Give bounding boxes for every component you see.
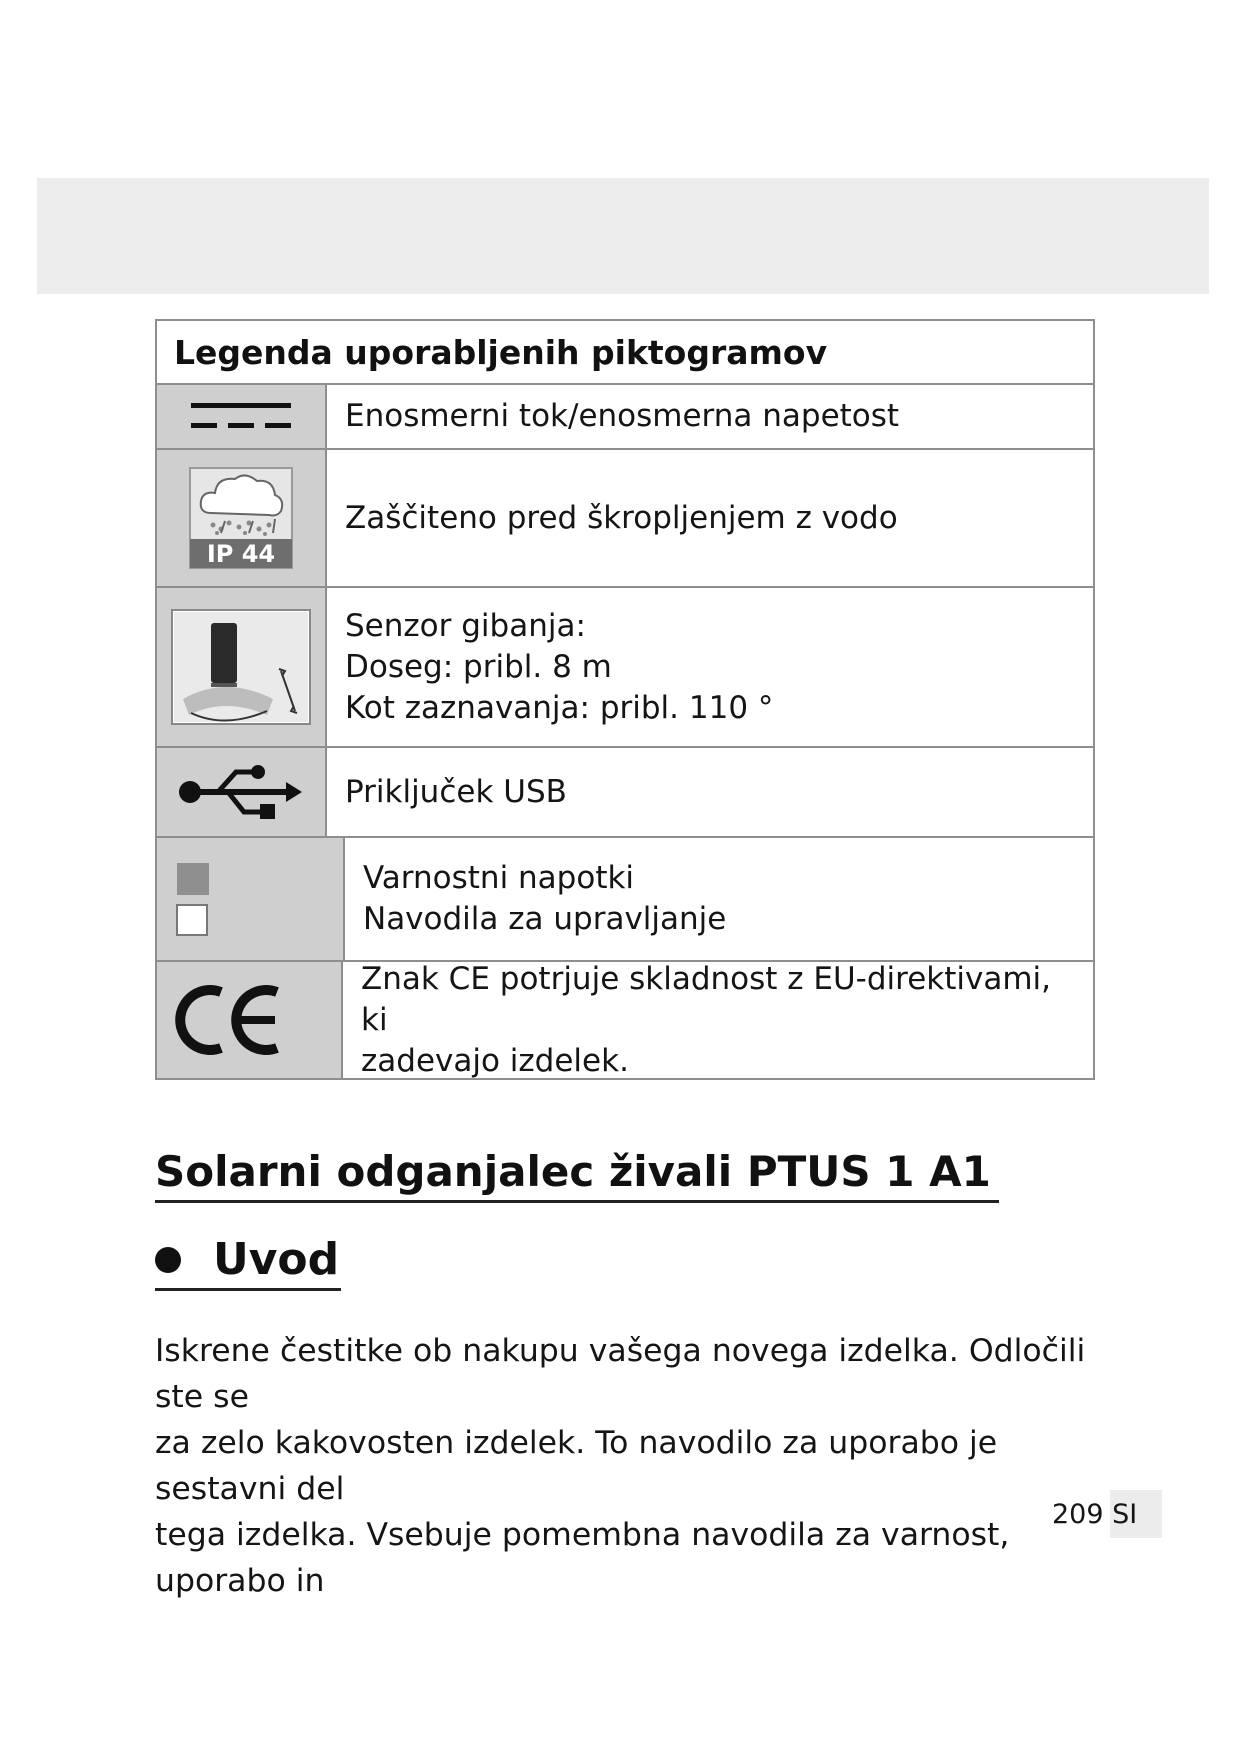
- legend-text: Varnostni napotki: [363, 860, 635, 896]
- safety-and-instructions-squares-icon: [157, 838, 345, 960]
- legend-text: Kot zaznavanja: pribl. 110 °: [345, 689, 774, 726]
- legend-text: Enosmerni tok/enosmerna napetost: [345, 398, 900, 434]
- legend-text: Doseg: pribl. 8 m: [345, 648, 612, 685]
- legend-text: Znak CE potrjuje skladnost z EU-direktivami, ki: [361, 960, 1052, 1038]
- product-title: Solarni odganjalec živali PTUS 1 A1: [155, 1144, 999, 1203]
- legend-row: [157, 838, 1093, 962]
- intro-line: Iskrene čestitke ob nakupu vašega novega izdelka. Odločili ste se: [155, 1333, 1086, 1415]
- ip44-label: IP 44: [206, 540, 276, 568]
- intro-line: tega izdelka. Vsebuje pomembna navodila za varnost, uporabo in: [155, 1517, 1010, 1599]
- intro-line: za zelo kakovosten izdelek. To navodilo za uporabo je sestavni del: [155, 1425, 998, 1507]
- dc-symbol-icon: [157, 385, 327, 448]
- intro-heading: [155, 1232, 341, 1291]
- legend-text: Senzor gibanja:: [345, 607, 586, 644]
- legend-text: zadevajo izdelek.: [361, 1042, 629, 1079]
- legend-row: [157, 748, 1093, 838]
- legend-text: Zaščiteno pred škropljenjem z vodo: [345, 499, 898, 536]
- bullet-icon: [155, 1247, 181, 1273]
- usb-icon: [157, 748, 327, 836]
- legend-row: [157, 588, 1093, 748]
- legend-row: [157, 962, 1093, 1078]
- header-band: [37, 178, 1209, 294]
- legend-text: Priključek USB: [345, 773, 567, 810]
- legend-row: [157, 450, 1093, 588]
- intro-heading-text: Uvod: [213, 1234, 340, 1285]
- legend-text: Navodila za upravljanje: [363, 901, 727, 937]
- legend-row: [157, 385, 1093, 450]
- intro-paragraph: [155, 1328, 1115, 1604]
- motion-sensor-icon: [157, 588, 327, 746]
- ip44-splash-protection-icon: [157, 450, 327, 586]
- ce-mark-icon: [157, 962, 343, 1078]
- legend-title: Legenda uporabljenih piktogramov: [157, 321, 1093, 385]
- pictogram-legend-table: [155, 319, 1095, 1080]
- page-number: 209 SI: [1052, 1499, 1138, 1530]
